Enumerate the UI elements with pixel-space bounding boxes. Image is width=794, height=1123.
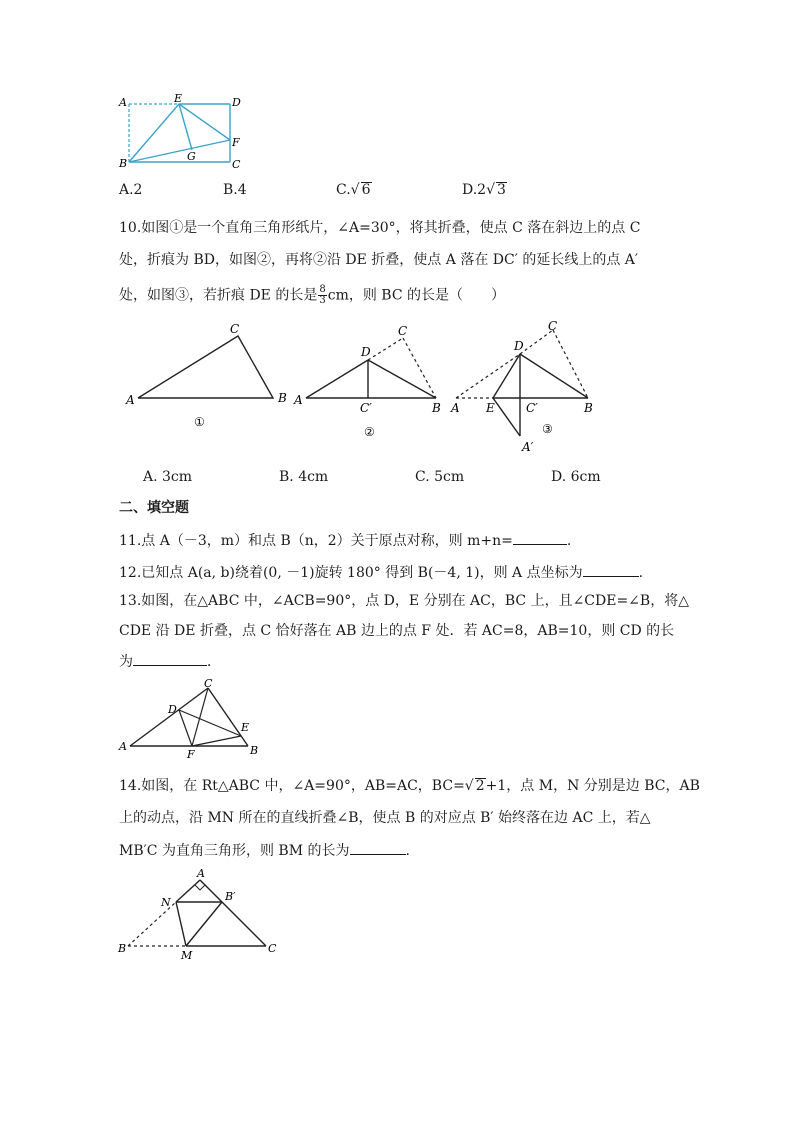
svg-text:B: B: [278, 391, 287, 405]
q14-answer-blank: [350, 840, 406, 855]
svg-text:N: N: [161, 896, 171, 909]
q9-option-b: B.4: [223, 182, 247, 198]
q9-label-e: E: [174, 92, 183, 105]
svg-text:①: ①: [194, 415, 205, 429]
svg-text:E: E: [486, 401, 495, 415]
q9-label-g: G: [187, 150, 196, 163]
svg-text:A: A: [451, 401, 460, 415]
q14-triangle-figure: [116, 866, 286, 962]
svg-text:②: ②: [364, 425, 375, 439]
svg-text:B: B: [584, 401, 593, 415]
q9-label-a: A: [119, 96, 127, 109]
svg-text:M: M: [181, 949, 193, 962]
svg-text:D: D: [361, 345, 371, 359]
q10-option-b: B. 4cm: [279, 469, 329, 485]
q11-text: 11.点 A（－3，m）和点 B（n，2）关于原点对称，则 m+n= .: [119, 530, 571, 551]
q10-line-3: 处，如图③，若折痕 DE 的长是 $\frac{8}{3}$ cm，则 BC 的长是（ ）: [119, 284, 506, 306]
svg-text:A: A: [294, 393, 303, 407]
q9-option-d: D.2√ 3: [462, 182, 506, 198]
q13-line-2: CDE 沿 DE 折叠，点 C 恰好落在 AB 边上的点 F 处．若 AC=8，AB=10，则 CD 的长: [119, 623, 675, 639]
q12-answer-blank: [583, 562, 639, 577]
q9-label-b: B: [119, 157, 128, 170]
svg-text:C′: C′: [526, 401, 538, 415]
q10-triangle-figures: [118, 318, 598, 458]
q9-option-c: C.√ 6: [336, 182, 371, 198]
svg-text:B: B: [250, 744, 259, 757]
q10-line-2: 处，折痕为 BD，如图②，再将②沿 DE 折叠，使点 A 落在 DC′ 的延长线上的点 A′: [119, 252, 639, 268]
svg-text:③: ③: [542, 422, 553, 436]
svg-text:C: C: [204, 677, 213, 690]
q10-fraction: $\frac{8}{3}$: [319, 284, 326, 306]
q9-label-f: F: [232, 136, 240, 149]
svg-text:A: A: [197, 867, 205, 880]
svg-text:C: C: [268, 942, 277, 955]
q14-line-1: 14.如图，在 Rt△ABC 中，∠A=90°，AB=AC，BC=√ 2+1，点 M，N 分别是边 BC，AB: [119, 778, 700, 794]
q14-line-3: MB′C 为直角三角形，则 BM 的长为 .: [119, 840, 410, 861]
svg-text:D: D: [168, 703, 177, 716]
svg-text:B′: B′: [225, 890, 236, 903]
q13-answer-blank: [133, 651, 207, 666]
q9-option-a: A.2: [119, 182, 143, 198]
q13-line-3: 为 ．: [119, 651, 221, 672]
svg-text:C: C: [548, 319, 558, 333]
q13-triangle-figure: [116, 676, 266, 761]
q11-answer-blank: [513, 530, 567, 545]
q10-line-1: 10.如图①是一个直角三角形纸片，∠A=30°，将其折叠，使点 C 落在斜边上的点 C: [119, 220, 641, 236]
q13-line-1: 13.如图，在△ABC 中，∠ACB=90°，点 D，E 分别在 AC，BC 上，且∠CDE=∠B，将△: [119, 593, 689, 609]
q10-option-a: A. 3cm: [143, 469, 193, 485]
q9-rectangle-figure: [112, 92, 252, 170]
q12-text: 12.已知点 A(a, b)绕着(0, －1)旋转 180° 得到 B(－4, 1)，则 A 点坐标为 .: [119, 562, 643, 583]
svg-text:C: C: [230, 322, 240, 336]
svg-text:A: A: [119, 740, 127, 753]
svg-text:E: E: [241, 721, 250, 734]
svg-text:F: F: [187, 748, 195, 761]
q10-option-c: C. 5cm: [415, 469, 465, 485]
svg-text:A′: A′: [522, 440, 534, 454]
svg-text:C′: C′: [360, 401, 372, 415]
svg-text:D: D: [514, 339, 524, 353]
svg-text:C: C: [398, 324, 408, 338]
svg-text:B: B: [118, 942, 127, 955]
svg-text:B: B: [432, 401, 441, 415]
q9-label-c: C: [232, 158, 241, 170]
section-title: 二、填空题: [119, 500, 189, 516]
q9-label-d: D: [232, 96, 241, 109]
q14-line-2: 上的动点，沿 MN 所在的直线折叠∠B，使点 B 的对应点 B′ 始终落在边 AC 上，若△: [119, 810, 651, 826]
svg-text:A: A: [126, 393, 135, 407]
q10-option-d: D. 6cm: [551, 469, 601, 485]
